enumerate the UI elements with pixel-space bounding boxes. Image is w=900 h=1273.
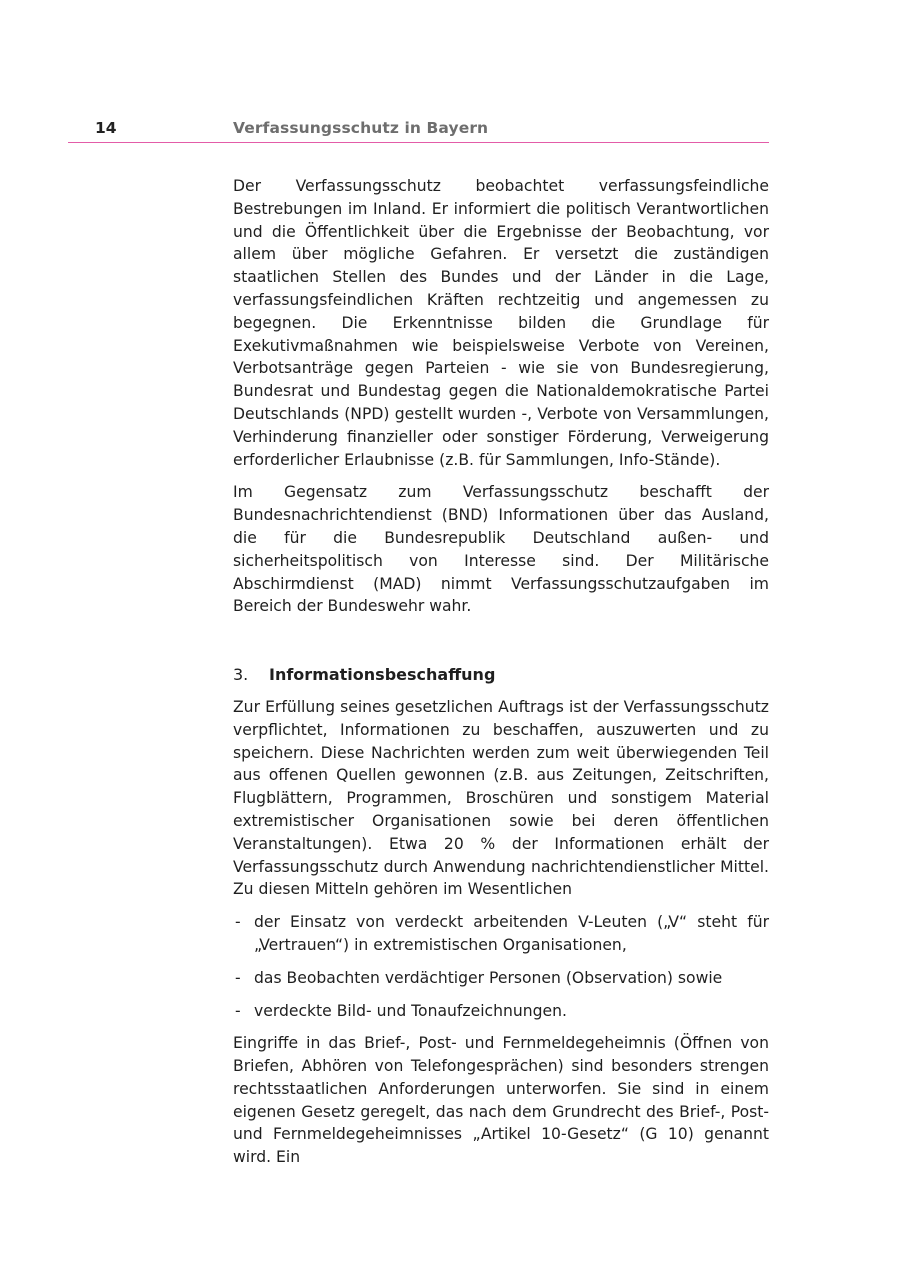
body-paragraph: Der Verfassungsschutz beobachtet verfassungsfeindliche Bestrebungen im Inland. Er informiert die politisch Verantwortlichen und die Öffentlichkeit über die Ergebnisse der Beobachtung, vor allem über mögliche Gefahren. Er versetzt die zuständigen staatlichen Stellen des Bundes und der Länder in die Lage, verfassungsfeindlichen Kräften rechtzeitig und angemessen zu begegnen. Die Erkenntnisse bilden die Grundlage für Exekutivmaßnahmen wie beispielsweise Verbote von Vereinen, Verbotsanträge gegen Parteien - wie sie von Bundesregierung, Bundesrat und Bundestag gegen die Nationaldemokratische Partei Deutschlands (NPD) gestellt wurden -, Verbote von Versammlungen, Verhinderung finanzieller oder sonstiger Förderung, Verweigerung erforderlicher Erlaubnisse (z.B. für Sammlungen, Info-Stände). bbox=[233, 177, 769, 469]
page-number: 14 bbox=[95, 119, 117, 137]
body-paragraph: Im Gegensatz zum Verfassungsschutz beschafft der Bundesnachrichtendienst (BND) Informationen über das Ausland, die für die Bundesrepublik Deutschland außen- und sicherheitspolitisch von Interesse sind. Der Militärische Abschirmdienst (MAD) nimmt Verfassungsschutzaufgaben im Bereich der Bundeswehr wahr. bbox=[233, 483, 769, 616]
running-title: Verfassungsschutz in Bayern bbox=[233, 119, 489, 137]
page-header bbox=[68, 116, 769, 143]
list-item: - das Beobachten verdächtiger Personen (Observation) sowie bbox=[233, 967, 769, 990]
list-item: - verdeckte Bild- und Tonaufzeichnungen. bbox=[233, 1000, 769, 1023]
body-paragraph: Eingriffe in das Brief-, Post- und Fernmeldegeheimnis (Öffnen von Briefen, Abhören von Telefongesprächen) sind besonders strengen rechtsstaatlichen Anforderungen unterworfen. Sie sind in einem eigenen Gesetz geregelt, das nach dem Grundrecht des Brief-, Post- und Fernmeldegeheimnisses „Artikel 10-Gesetz“ (G 10) genannt wird. Ein bbox=[233, 1034, 769, 1167]
body-paragraph: Zur Erfüllung seines gesetzlichen Auftrags ist der Verfassungsschutz verpflichtet, Informationen zu beschaffen, auszuwerten und zu speichern. Diese Nachrichten werden zum weit überwiegenden Teil aus offenen Quellen gewonnen (z.B. aus Zeitungen, Zeitschriften, Flugblättern, Programmen, Broschüren und sonstigem Material extremistischer Organisationen sowie bei deren öffentlichen Veranstaltungen). Etwa 20 % der Informationen erhält der Verfassungsschutz durch Anwendung nachrichtendienstlicher Mittel. Zu diesen Mitteln gehören im Wesentlichen bbox=[233, 697, 769, 899]
page-body bbox=[233, 175, 769, 1179]
section-number: 3. bbox=[233, 665, 249, 685]
section-title: Informationsbeschaffung bbox=[269, 665, 496, 685]
bullet-list bbox=[233, 911, 769, 1022]
section-heading bbox=[233, 664, 769, 687]
list-item: - der Einsatz von verdeckt arbeitenden V-Leuten („V“ steht für „Vertrauen“) in extremistischen Organisationen, bbox=[233, 911, 769, 957]
